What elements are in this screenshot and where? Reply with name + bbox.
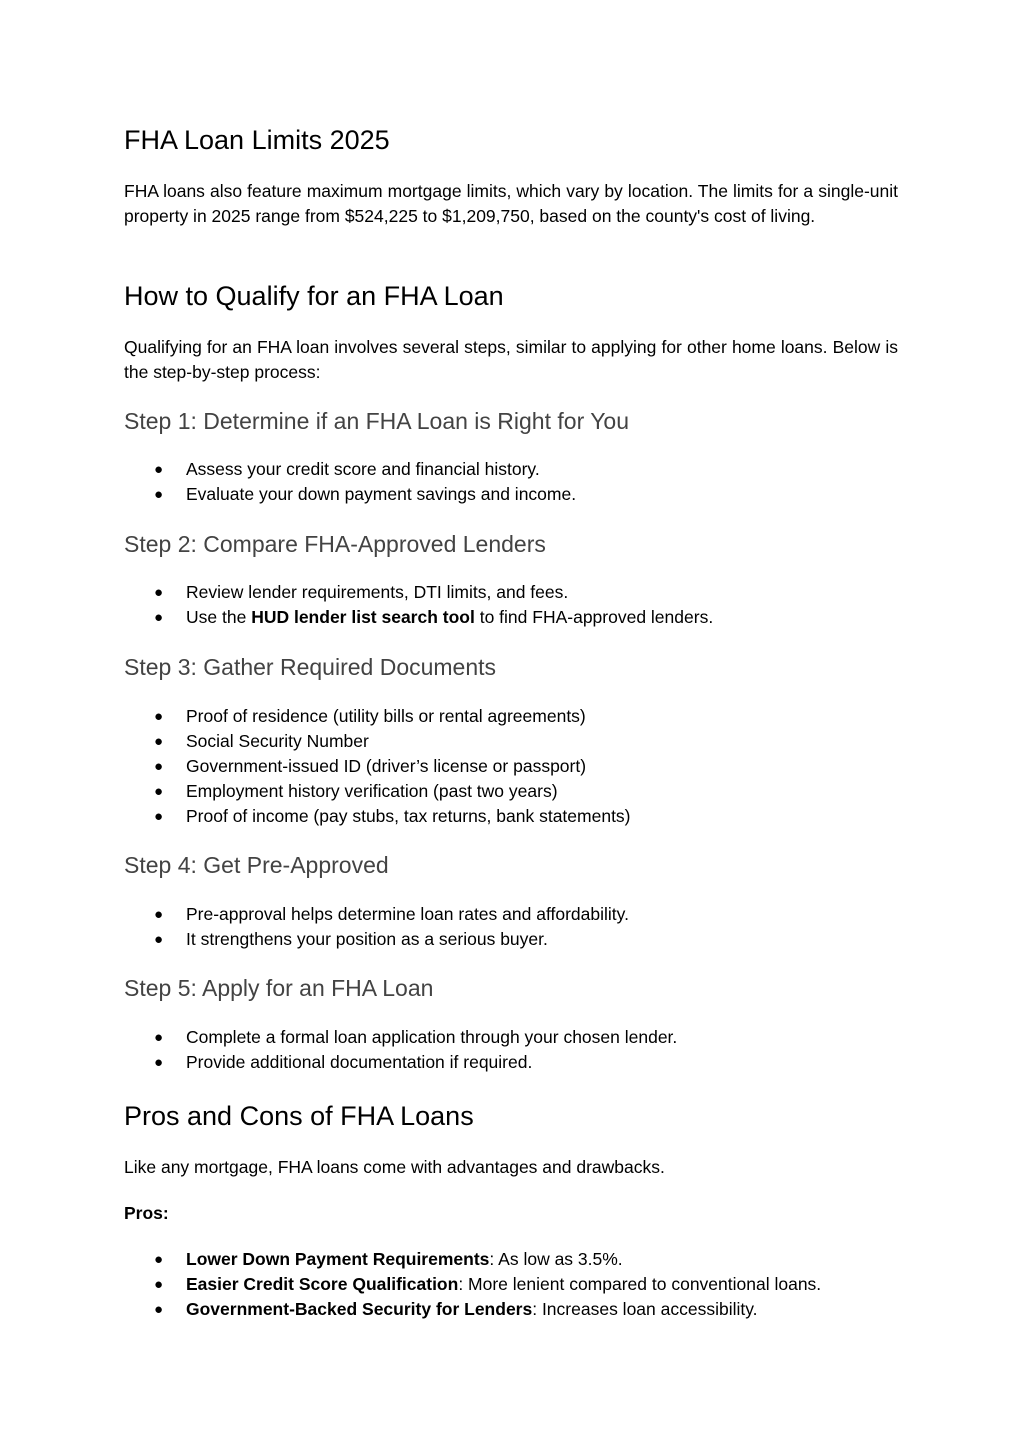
bullet-icon: ● xyxy=(154,1276,164,1293)
bullet-icon: ● xyxy=(154,1029,164,1046)
bullet-icon: ● xyxy=(154,1251,164,1268)
bullet-icon: ● xyxy=(154,708,164,725)
heading-step-4: Step 4: Get Pre-Approved xyxy=(124,852,389,878)
list-item: ● Provide additional documentation if required. xyxy=(124,1050,898,1075)
heading-step-1: Step 1: Determine if an FHA Loan is Right for You xyxy=(124,408,630,434)
bullet-icon: ● xyxy=(154,758,164,775)
bullet-icon: ● xyxy=(154,783,164,800)
bullet-icon: ● xyxy=(154,931,164,948)
bullet-icon: ● xyxy=(154,584,164,601)
list-item: ● Use the HUD lender list search tool to find FHA-approved lenders. xyxy=(124,605,898,630)
heading-step-5: Step 5: Apply for an FHA Loan xyxy=(124,975,434,1001)
list-item: ● Proof of income (pay stubs, tax returns, bank statements) xyxy=(124,804,898,829)
list-item: ● Review lender requirements, DTI limits, and fees. xyxy=(124,580,898,605)
paragraph-pros-cons: Like any mortgage, FHA loans come with advantages and drawbacks. xyxy=(124,1157,665,1177)
list-item: ● Employment history verification (past two years) xyxy=(124,779,898,804)
paragraph-how-to-qualify: Qualifying for an FHA loan involves several steps, similar to applying for other home loans. Below is the step-by-step process: xyxy=(124,337,898,382)
pros-label: Pros: xyxy=(124,1203,169,1223)
list-item: ● Assess your credit score and financial history. xyxy=(124,457,898,482)
heading-how-to-qualify: How to Qualify for an FHA Loan xyxy=(124,281,504,311)
heading-pros-cons: Pros and Cons of FHA Loans xyxy=(124,1101,474,1131)
list-item: ● Government-Backed Security for Lenders: Increases loan accessibility. xyxy=(124,1297,898,1322)
list-item: ● Easier Credit Score Qualification: More lenient compared to conventional loans. xyxy=(124,1272,898,1297)
list-pros xyxy=(124,1247,898,1322)
heading-loan-limits: FHA Loan Limits 2025 xyxy=(124,125,390,155)
bullet-icon: ● xyxy=(154,1301,164,1318)
bullet-icon: ● xyxy=(154,461,164,478)
bullet-icon: ● xyxy=(154,808,164,825)
bullet-icon: ● xyxy=(154,609,164,626)
list-step-2 xyxy=(124,580,898,630)
heading-step-2: Step 2: Compare FHA-Approved Lenders xyxy=(124,531,546,557)
list-item: ● Pre-approval helps determine loan rates and affordability. xyxy=(124,902,898,927)
list-step-1 xyxy=(124,457,898,507)
list-item: ● Lower Down Payment Requirements: As low as 3.5%. xyxy=(124,1247,898,1272)
list-item: ● It strengthens your position as a serious buyer. xyxy=(124,927,898,952)
bullet-icon: ● xyxy=(154,906,164,923)
paragraph-loan-limits: FHA loans also feature maximum mortgage limits, which vary by location. The limits for a single-unit property in 2025 range from $524,225 to $1,209,750, based on the county's cost of living. xyxy=(124,181,898,226)
hud-lender-tool-text: HUD lender list search tool xyxy=(251,607,475,627)
list-step-4 xyxy=(124,902,898,952)
list-item: ● Government-issued ID (driver’s license or passport) xyxy=(124,754,898,779)
list-item: ● Social Security Number xyxy=(124,729,898,754)
list-item: ● Complete a formal loan application through your chosen lender. xyxy=(124,1025,898,1050)
list-item: ● Proof of residence (utility bills or rental agreements) xyxy=(124,704,898,729)
bullet-icon: ● xyxy=(154,733,164,750)
bullet-icon: ● xyxy=(154,1054,164,1071)
heading-step-3: Step 3: Gather Required Documents xyxy=(124,654,497,680)
bullet-icon: ● xyxy=(154,486,164,503)
list-item: ● Evaluate your down payment savings and income. xyxy=(124,482,898,507)
list-step-5 xyxy=(124,1025,898,1075)
list-step-3 xyxy=(124,704,898,829)
